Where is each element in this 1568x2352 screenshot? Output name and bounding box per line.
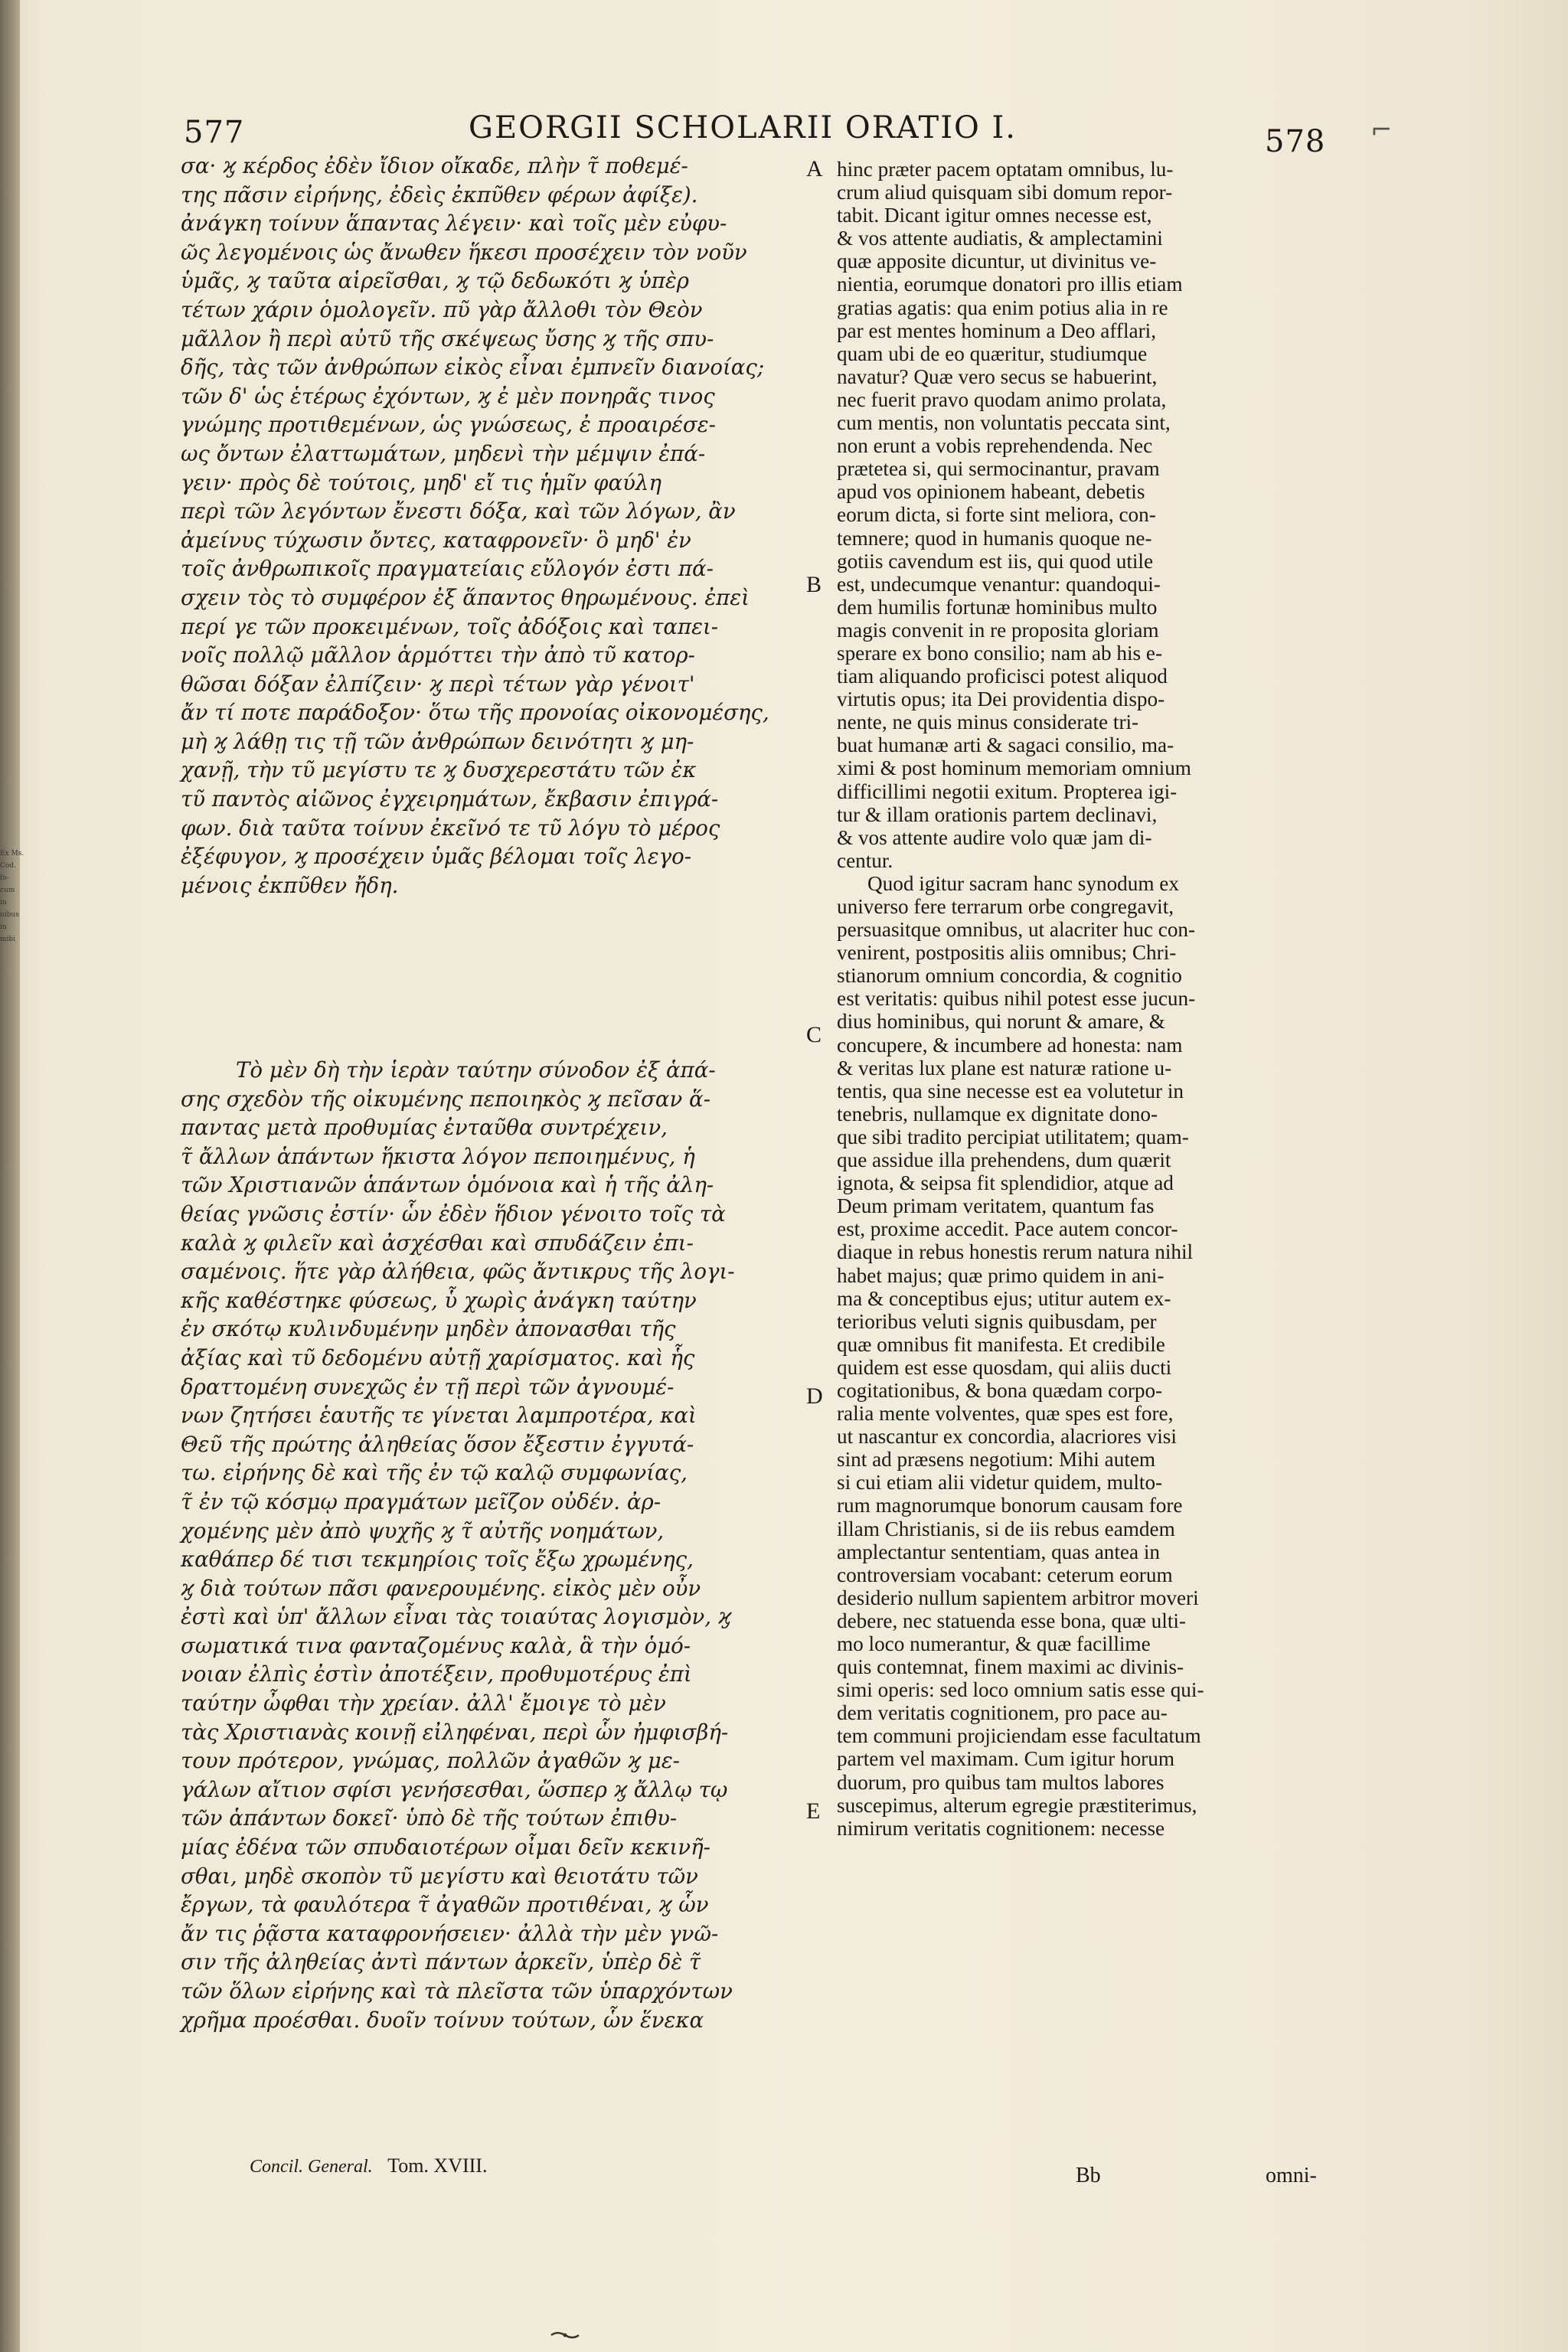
greek-line-p2-32: τῶν ὅλων εἰρήνης καὶ τὰ πλεῖστα τῶν ὑπαρχόντων bbox=[181, 1978, 733, 2004]
latin-line-28: tur & illam orationis partem declinavi, bbox=[837, 802, 1158, 826]
greek-line-p2-30: ἄν τις ῥᾷστα καταφρονήσειεν· ἀλλὰ τὴν μὲν γνῶ- bbox=[181, 1920, 719, 1946]
margin-fragment-7: mibi bbox=[0, 936, 16, 943]
margin-fragment-2: fo- bbox=[0, 874, 9, 882]
latin-line-2: tabit. Dicant igitur omnes necesse est, bbox=[837, 204, 1152, 227]
greek-paragraph-2 bbox=[181, 1056, 793, 2034]
latin-line-62: desiderio nullum sapientem arbitror moveri bbox=[837, 1586, 1199, 1609]
latin-line-67: dem veritatis cognitionem, pro pace au- bbox=[837, 1701, 1168, 1725]
latin-line-66: simi operis: sed loco omnium satis esse qui- bbox=[837, 1678, 1204, 1702]
latin-line-56: sint ad præsens negotium: Mihi autem bbox=[837, 1448, 1156, 1472]
latin-line-17: gotiis cavendum est iis, qui quod utile bbox=[837, 549, 1154, 573]
footer-signature bbox=[250, 2154, 487, 2177]
margin-fragment-5: nibus bbox=[0, 911, 19, 919]
margin-fragment-3: cum bbox=[0, 887, 15, 894]
latin-line-9: navatur? Quæ vero secus se habuerint, bbox=[837, 364, 1158, 388]
greek-line-p1-20: μὴ ϗ λάθῃ τις τῇ τῶν ἀνθρώπων δεινότητι ϗ μη- bbox=[181, 728, 694, 754]
section-marker-c: C bbox=[806, 1022, 822, 1047]
latin-line-41: tenebris, nullamque ex dignitate dono- bbox=[837, 1102, 1158, 1125]
catchword: omni- bbox=[1266, 2164, 1317, 2187]
latin-line-51: quæ omnibus fit manifesta. Et credibile bbox=[837, 1332, 1165, 1356]
latin-line-53: cogitationibus, & bona quædam corpo- bbox=[837, 1378, 1163, 1402]
latin-line-25: buat humanæ arti & sagaci consilio, ma- bbox=[837, 733, 1174, 757]
latin-line-48: habet majus; quæ primo quidem in ani- bbox=[837, 1263, 1165, 1287]
latin-line-16: temnere; quod in humanis quoque ne- bbox=[837, 526, 1152, 550]
latin-line-18: est, undecumque venantur: quandoqui- bbox=[837, 572, 1161, 596]
latin-line-31: Quod igitur sacram hanc synodum ex bbox=[867, 871, 1179, 895]
latin-line-40: tentis, qua sine necesse est ea volutetur in bbox=[837, 1079, 1184, 1102]
greek-line-p2-29: ἔργων, τὰ φαυλότερα τ̃ ἀγαθῶν προτιθέναι, ϗ ὧν bbox=[181, 1892, 709, 1918]
greek-line-p1-0: σα· ϗ κέρδος ἐδὲν ἴδιον οἴκαδε, πλὴν τ̃ ποθεμέ- bbox=[181, 153, 688, 178]
greek-line-p1-10: ως ὄντων ἐλαττωμάτων, μηδενὶ τὴν μέμψιν ἐπά- bbox=[181, 440, 706, 466]
latin-line-20: magis convenit in re proposita gloriam bbox=[837, 618, 1159, 642]
greek-line-p2-9: ἐν σκότῳ κυλινδυμένην μηδὲν ἀπονασθαι τῆς bbox=[181, 1316, 676, 1342]
greek-line-p2-22: ταύτην ὦφθαι τὴν χρείαν. ἀλλ' ἔμοιγε τὸ μὲν bbox=[181, 1690, 666, 1717]
volume-number: Tom. XVIII. bbox=[387, 2154, 488, 2177]
latin-line-63: debere, nec statuenda esse bona, quæ ulti- bbox=[837, 1609, 1186, 1632]
greek-paragraph-1 bbox=[181, 152, 793, 900]
margin-fragment-1: Cod. bbox=[0, 862, 16, 870]
greek-line-p2-1: σης σχεδὸν τῆς οἰκυμένης πεποιηκὸς ϗ πεῖσαν ἅ- bbox=[181, 1086, 711, 1112]
greek-line-p1-5: τέτων χάριν ὁμολογεῖν. πῦ γὰρ ἄλλοθι τὸν Θεὸν bbox=[181, 296, 703, 322]
greek-line-p2-6: καλὰ ϗ φιλεῖν καὶ ἀσχέσθαι καὶ σπυδάζειν ἐπι- bbox=[181, 1230, 694, 1256]
latin-line-15: eorum dicta, si forte sint meliora, con- bbox=[837, 503, 1156, 527]
greek-line-p1-19: ἄν τί ποτε παράδοξον· ὅτω τῆς προνοίας οἰκονομέσης, bbox=[181, 700, 769, 726]
latin-line-23: virtutis opus; ita Dei providentia dispo- bbox=[837, 688, 1165, 711]
greek-line-p2-24: τουν πρότερον, γνώμας, πολλῶν ἀγαθῶν ϗ με- bbox=[181, 1748, 680, 1774]
margin-fragment-4: in bbox=[0, 899, 7, 906]
latin-line-26: ximi & post hominum memoriam omnium bbox=[837, 756, 1191, 780]
latin-line-7: par est mentes hominum a Deo afflari, bbox=[837, 318, 1156, 342]
greek-line-p2-13: Θεῦ τῆς πρώτης ἀληθείας ὅσον ἔξεστιν ἐγγυτά- bbox=[181, 1431, 694, 1457]
greek-line-p1-25: μένοις ἐκπῦθεν ἤδη. bbox=[181, 872, 399, 898]
latin-line-60: amplectantur sententiam, quas antea in bbox=[837, 1540, 1161, 1563]
greek-line-p2-28: σθαι, μηδὲ σκοπὸν τῦ μεγίστυ καὶ θειοτάτυ τῶν bbox=[181, 1863, 698, 1889]
latin-line-58: rum magnorumque bonorum causam fore bbox=[837, 1494, 1183, 1517]
latin-line-49: ma & conceptibus ejus; utitur autem ex- bbox=[837, 1286, 1171, 1310]
greek-line-p1-2: ἀνάγκη τοίνυν ἅπαντας λέγειν· καὶ τοῖς μὲν εὐφυ- bbox=[181, 211, 727, 237]
greek-line-p1-8: τῶν δ' ὡς ἑτέρως ἐχόντων, ϗ ἐ μὲν πονηρᾶς τινος bbox=[181, 383, 715, 409]
greek-line-p2-18: ϗ διὰ τούτων πᾶσι φανερουμένης. εἰκὸς μὲν οὖν bbox=[181, 1575, 701, 1601]
latin-line-24: nente, ne quis minus considerate tri- bbox=[837, 710, 1139, 734]
latin-line-33: persuasitque omnibus, ut alacriter huc con- bbox=[837, 918, 1196, 942]
latin-line-72: nimirum veritatis cognitionem: necesse bbox=[837, 1816, 1165, 1840]
latin-line-21: sperare ex bono consilio; nam ab his e- bbox=[837, 641, 1163, 665]
latin-line-13: prætetea si, qui sermocinantur, pravam bbox=[837, 457, 1160, 481]
latin-line-45: Deum primam veritatem, quantum fas bbox=[837, 1194, 1155, 1218]
latin-line-57: si cui etiam alii videtur quidem, multo- bbox=[837, 1471, 1163, 1494]
greek-line-p2-12: νων ζητήσει ἑαυτῆς τε γίνεται λαμπροτέρα, καὶ bbox=[181, 1403, 697, 1429]
greek-line-p1-13: ἀμείνυς τύχωσιν ὄντες, καταφρονεῖν· ὃ μηδ' ἐν bbox=[181, 527, 691, 553]
latin-line-11: cum mentis, non voluntatis peccata sint, bbox=[837, 411, 1171, 435]
latin-line-54: ralia mente volventes, quæ spes est fore, bbox=[837, 1402, 1174, 1426]
greek-line-p2-4: τῶν Χριστιανῶν ἁπάντων ὁμόνοια καὶ ἡ τῆς ἀλη- bbox=[181, 1172, 714, 1198]
latin-line-59: illam Christianis, si de iis rebus eamdem bbox=[837, 1517, 1175, 1540]
greek-line-p1-4: ὑμᾶς, ϗ ταῦτα αἱρεῖσθαι, ϗ τῷ δεδωκότι ϗ ὑπὲρ bbox=[181, 268, 689, 294]
running-title bbox=[469, 110, 1017, 145]
greek-line-p2-8: κῆς καθέστηκε φύσεως, ὗ χωρὶς ἀνάγκη ταύτην bbox=[181, 1287, 697, 1313]
greek-line-p2-25: γάλων αἴτιον σφίσι γενήσεσθαι, ὥσπερ ϗ ἄλλῳ τῳ bbox=[181, 1776, 728, 1802]
greek-line-p1-15: σχειν τὸς τὸ συμφέρον ἐξ ἅπαντος θηρωμένους. ἐπεὶ bbox=[181, 584, 750, 610]
greek-line-p1-21: χανῇ, τὴν τῦ μεγίστυ τε ϗ δυσχερεστάτυ τῶν ἐκ bbox=[181, 757, 697, 783]
latin-line-46: est, proxime accedit. Pace autem concor- bbox=[837, 1217, 1178, 1241]
greek-line-p1-1: της πᾶσιν εἰρήνης, ἐδεὶς ἐκπῦθεν φέρων ἀφίξε). bbox=[181, 181, 698, 207]
section-marker-a: A bbox=[806, 156, 823, 181]
latin-line-39: & veritas lux plane est naturæ ratione u- bbox=[837, 1056, 1172, 1080]
latin-line-65: quis contemnat, finem maximi ac divinis- bbox=[837, 1655, 1184, 1679]
greek-line-p1-23: φων. διὰ ταῦτα τοίνυν ἐκεῖνό τε τῦ λόγυ τὸ μέρος bbox=[181, 815, 720, 841]
latin-column bbox=[837, 158, 1327, 1840]
greek-line-p1-17: νοῖς πολλῷ μᾶλλον ἁρμόττει τὴν ἀπὸ τῦ κατορ- bbox=[181, 642, 695, 668]
greek-line-p2-27: μίας ἐδένα τῶν σπυδαιοτέρων οἶμαι δεῖν κεκινῆ- bbox=[181, 1834, 710, 1860]
latin-line-19: dem humilis fortunæ hominibus multo bbox=[837, 595, 1158, 619]
greek-line-p2-10: ἀξίας καὶ τῦ δεδομένυ αὐτῇ χαρίσματος. καὶ ἧς bbox=[181, 1344, 695, 1370]
latin-line-36: est veritatis: quibus nihil potest esse jucun- bbox=[837, 987, 1196, 1011]
greek-line-p2-11: δραττομένη συνεχῶς ἐν τῇ περὶ τῶν ἀγνουμέ- bbox=[181, 1374, 675, 1400]
greek-line-p2-31: σιν τῆς ἀληθείας ἀντὶ πάντων ἀρκεῖν, ὑπὲρ δὲ τ̃ bbox=[181, 1949, 701, 1975]
greek-line-p1-7: δῆς, τὰς τῶν ἀνθρώπων εἰκὸς εἶναι ἐμπνεῖν διανοίας; bbox=[181, 354, 765, 381]
greek-line-p2-3: τ̃ ἄλλων ἁπάντων ἥκιστα λόγον πεποιημένυς, ἡ bbox=[181, 1143, 695, 1169]
greek-line-p2-17: καθάπερ δέ τισι τεκμηρίοις τοῖς ἔξω χρωμένης, bbox=[181, 1547, 694, 1573]
catch-signature: Bb bbox=[1076, 2164, 1101, 2187]
section-marker-d: D bbox=[806, 1383, 823, 1409]
latin-line-64: mo loco numerantur, & quæ facillime bbox=[837, 1632, 1151, 1655]
latin-line-50: terioribus veluti signis quibusdam, per bbox=[837, 1309, 1157, 1333]
greek-line-p1-18: θῶσαι δόξαν ἐλπίζειν· ϗ περὶ τέτων γὰρ γένοιτ' bbox=[181, 671, 695, 697]
latin-line-3: & vos attente audiatis, & amplectamini bbox=[837, 227, 1163, 250]
latin-line-12: non erunt a vobis reprehendenda. Nec bbox=[837, 434, 1153, 458]
greek-line-p2-5: θείας γνῶσις ἐστίν· ὧν ἐδὲν ἥδιον γένοιτο τοῖς τὰ bbox=[181, 1200, 726, 1227]
latin-line-70: duorum, pro quibus tam multos labores bbox=[837, 1770, 1165, 1794]
latin-line-8: quam ubi de eo quæritur, studiumque bbox=[837, 341, 1148, 365]
latin-line-43: que assidue illa prehendens, dum quærit bbox=[837, 1148, 1171, 1172]
greek-line-p1-11: γειν· πρὸς δὲ τούτοις, μηδ' εἴ τις ἡμῖν φαύλη bbox=[181, 469, 662, 495]
latin-line-68: tem communi projiciendam esse facultatum bbox=[837, 1724, 1201, 1748]
greek-line-p1-12: περὶ τῶν λεγόντων ἔνεστι δόξα, καὶ τῶν λόγων, ἂν bbox=[181, 498, 736, 524]
margin-fragment-6: in bbox=[0, 923, 7, 931]
latin-line-32: universo fere terrarum orbe congregavit, bbox=[837, 895, 1174, 918]
greek-line-p2-16: χομένης μὲν ἀπὸ ψυχῆς ϗ τ̃ αὐτῆς νοημάτων, bbox=[181, 1517, 665, 1544]
greek-line-p1-22: τῦ παντὸς αἰῶνος ἐγχειρημάτων, ἔκβασιν ἐπιγρά- bbox=[181, 786, 719, 812]
greek-line-p1-3: ῶς λεγομένοις ὡς ἄνωθεν ἥκεσι προσέχειν τὸν νοῦν bbox=[181, 239, 747, 265]
latin-line-42: que sibi tradito percipiat utilitatem; quam- bbox=[837, 1125, 1189, 1148]
section-marker-b: B bbox=[806, 572, 822, 597]
latin-line-47: diaque in rebus honestis rerum natura nihil bbox=[837, 1240, 1194, 1264]
margin-fragment-0: Ex Ms. bbox=[0, 850, 24, 858]
greek-line-p2-14: τω. εἰρήνης δὲ καὶ τῆς ἐν τῷ καλῷ συμφωνίας, bbox=[181, 1460, 688, 1486]
latin-line-1: crum aliud quisquam sibi domum repor- bbox=[837, 181, 1173, 204]
page-number-right: 578 bbox=[1265, 124, 1326, 159]
greek-line-p2-20: σωματικά τινα φανταζομένυς καλὰ, ἃ τὴν ὁμό- bbox=[181, 1632, 691, 1658]
greek-line-p2-15: τ̃ ἐν τῷ κόσμῳ πραγμάτων μεῖζον οὐδέν. ἀρ- bbox=[181, 1488, 662, 1514]
latin-line-29: & vos attente audire volo quæ jam di- bbox=[837, 825, 1152, 849]
greek-line-p1-6: μᾶλλον ἢ περὶ αὐτῦ τῆς σκέψεως ὔσης ϗ τῆς σπυ- bbox=[181, 325, 714, 351]
latin-line-14: apud vos opinionem habeant, debetis bbox=[837, 480, 1145, 504]
latin-line-10: nec fuerit pravo quodam animo prolata, bbox=[837, 387, 1167, 411]
page-number-left: 577 bbox=[184, 115, 245, 150]
latin-line-30: centur. bbox=[837, 848, 893, 872]
latin-line-22: tiam aliquando proficisci potest aliquod bbox=[837, 665, 1168, 688]
latin-line-37: dius hominibus, qui norunt & amare, & bbox=[837, 1010, 1165, 1034]
greek-line-p2-2: παντας μετὰ προθυμίας ἐνταῦθα συντρέχειν, bbox=[181, 1115, 668, 1141]
greek-line-p1-24: ἐξέφυγον, ϗ προσέχειν ὑμᾶς βέλομαι τοῖς λεγο- bbox=[181, 844, 692, 870]
latin-line-6: gratias agatis: qua enim potius alia in re bbox=[837, 296, 1168, 319]
greek-line-p1-16: περί γε τῶν προκειμένων, τοῖς ἀδόξοις καὶ ταπει- bbox=[181, 613, 719, 639]
greek-line-p1-9: γνώμης προτιθεμένων, ὡς γνώσεως, ἐ προαιρέσε- bbox=[181, 412, 716, 438]
greek-line-p2-26: τῶν ἁπάντων δοκεῖ· ὑπὸ δὲ τῆς τούτων ἐπιθυ- bbox=[181, 1805, 678, 1831]
running-title-text: GEORGII SCHOLARII ORATIO I. bbox=[469, 110, 1018, 145]
greek-line-p2-23: τὰς Χριστιανὰς κοινῇ εἰληφέναι, περὶ ὧν ἠμφισβή- bbox=[181, 1719, 729, 1745]
latin-line-38: concupere, & incumbere ad honesta: nam bbox=[837, 1033, 1183, 1057]
latin-line-4: quæ apposite dicuntur, ut divinitus ve- bbox=[837, 250, 1157, 273]
latin-line-0: hinc præter pacem optatam omnibus, lu- bbox=[837, 158, 1174, 181]
greek-line-p2-0: Τὸ μὲν δὴ τὴν ἱερὰν ταύτην σύνοδον ἐξ ἁπά- bbox=[236, 1057, 716, 1083]
latin-line-52: quidem est esse quosdam, qui aliis ducti bbox=[837, 1355, 1172, 1379]
latin-line-5: nientia, eorumque donatori pro illis etiam bbox=[837, 273, 1183, 296]
pencil-mark-icon: ⌐ bbox=[1370, 115, 1393, 145]
greek-line-p1-14: τοῖς ἀνθρωπικοῖς πραγματείαις εὔλογόν ἐστι πά- bbox=[181, 556, 714, 582]
latin-line-35: stianorum omnium concordia, & cognitio bbox=[837, 964, 1182, 988]
ornament-icon bbox=[550, 2331, 580, 2340]
binding-gutter bbox=[0, 0, 24, 2352]
greek-line-p2-19: ἐστὶ καὶ ὑπ' ἄλλων εἶναι τὰς τοιαύτας λογισμὸν, ϗ bbox=[181, 1604, 732, 1630]
latin-line-71: suscepimus, alterum egregie præstiterimus, bbox=[837, 1793, 1197, 1817]
latin-line-55: ut nascantur ex concordia, alacriores visi bbox=[837, 1425, 1177, 1449]
latin-line-61: controversiam vocabant: ceterum eorum bbox=[837, 1563, 1173, 1586]
greek-line-p2-33: χρῆμα προέσθαι. δυοῖν τοίνυν τούτων, ὧν ἕνεκα bbox=[181, 2007, 704, 2033]
latin-line-34: venirent, postpositis aliis omnibus; Chri- bbox=[837, 941, 1177, 965]
greek-line-p2-7: σαμένοις. ἥτε γὰρ ἀλήθεια, φῶς ἄντικρυς τῆς λογι- bbox=[181, 1259, 735, 1285]
signature-mark: Concil. General. bbox=[250, 2157, 373, 2177]
section-marker-e: E bbox=[806, 1798, 821, 1824]
latin-line-27: difficillimi negotii exitum. Propterea igi- bbox=[837, 779, 1178, 803]
greek-line-p2-21: νοιαν ἐλπὶς ἐστὶν ἀποτέξειν, προθυμοτέρυς ἐπὶ bbox=[181, 1661, 692, 1687]
latin-line-69: partem vel maximam. Cum igitur horum bbox=[837, 1747, 1174, 1771]
latin-line-44: ignota, & seipsa fit splendidior, atque ad bbox=[837, 1171, 1174, 1195]
